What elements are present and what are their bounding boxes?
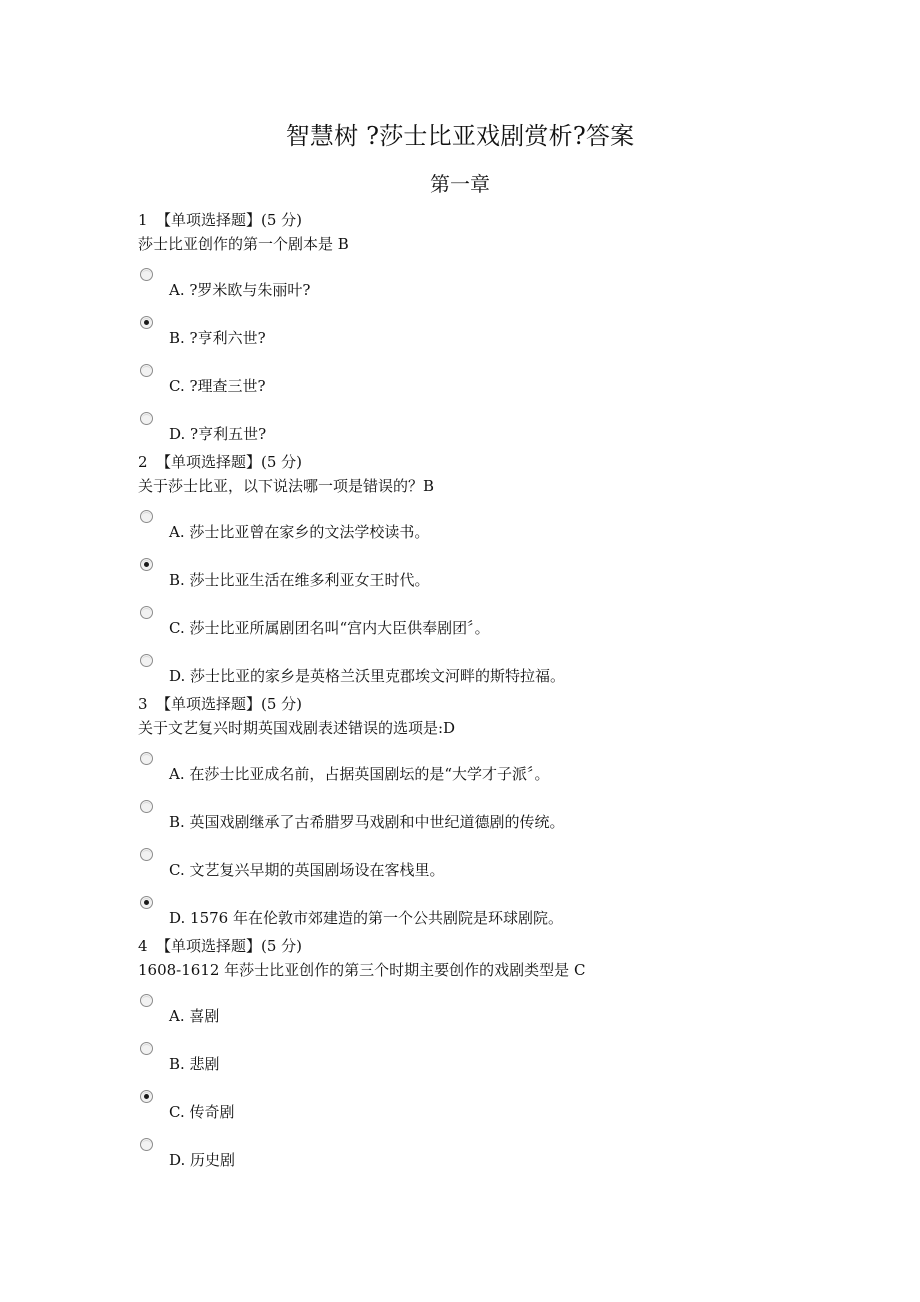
answer-option[interactable] — [138, 306, 858, 354]
answer-option[interactable] — [138, 402, 858, 450]
radio-checked-icon[interactable] — [140, 1090, 153, 1103]
option-label: D. ?亨利五世? — [169, 425, 267, 443]
option-label: B. 悲剧 — [169, 1055, 220, 1073]
radio-checked-icon[interactable] — [140, 316, 153, 329]
option-label: C. 莎士比亚所属剧团名叫“宫内大臣供奉剧团〞。 — [169, 619, 490, 637]
answer-option[interactable] — [138, 596, 858, 644]
option-label: C. ?理查三世? — [169, 377, 266, 395]
answer-option[interactable] — [138, 548, 858, 596]
option-label: B. ?亨利六世? — [169, 329, 266, 347]
radio-unchecked-icon[interactable] — [140, 752, 153, 765]
option-label: B. 莎士比亚生活在维多利亚女王时代。 — [169, 571, 430, 589]
option-label: B. 英国戏剧继承了古希腊罗马戏剧和中世纪道德剧的传统。 — [169, 813, 565, 831]
answer-option[interactable] — [138, 886, 858, 934]
chapter-title: 第一章 — [430, 172, 490, 196]
radio-unchecked-icon[interactable] — [140, 800, 153, 813]
radio-unchecked-icon[interactable] — [140, 1042, 153, 1055]
radio-unchecked-icon[interactable] — [140, 848, 153, 861]
question-number: 4 — [138, 937, 148, 955]
answer-option[interactable] — [138, 1128, 858, 1176]
answer-option[interactable] — [138, 1080, 858, 1128]
question-text: 关于莎士比亚，以下说法哪一项是错误的？B — [138, 477, 435, 495]
question-2 — [138, 450, 858, 692]
option-label: A. 在莎士比亚成名前，占据英国剧坛的是“大学才子派〞。 — [169, 765, 550, 783]
question-list — [138, 208, 858, 1176]
question-number: 3 — [138, 695, 148, 713]
question-header — [138, 692, 858, 716]
question-number: 1 — [138, 211, 148, 229]
answer-option[interactable] — [138, 500, 858, 548]
question-type: 【单项选择题】(5 分) — [156, 453, 303, 471]
radio-unchecked-icon[interactable] — [140, 1138, 153, 1151]
option-label: A. 莎士比亚曾在家乡的文法学校读书。 — [169, 523, 430, 541]
option-list — [138, 500, 858, 692]
radio-unchecked-icon[interactable] — [140, 994, 153, 1007]
question-header — [138, 934, 858, 958]
question-1 — [138, 208, 858, 450]
option-label: D. 1576 年在伦敦市郊建造的第一个公共剧院是环球剧院。 — [169, 909, 563, 927]
radio-unchecked-icon[interactable] — [140, 268, 153, 281]
option-label: A. 喜剧 — [169, 1007, 220, 1025]
answer-option[interactable] — [138, 790, 858, 838]
question-text: 莎士比亚创作的第一个剧本是 B — [138, 235, 349, 253]
radio-checked-icon[interactable] — [140, 896, 153, 909]
radio-unchecked-icon[interactable] — [140, 606, 153, 619]
option-list — [138, 742, 858, 934]
answer-option[interactable] — [138, 838, 858, 886]
question-4 — [138, 934, 858, 1176]
question-text: 1608-1612 年莎士比亚创作的第三个时期主要创作的戏剧类型是 C — [138, 961, 586, 979]
answer-option[interactable] — [138, 354, 858, 402]
option-label: D. 历史剧 — [169, 1151, 236, 1169]
answer-option[interactable] — [138, 644, 858, 692]
answer-option[interactable] — [138, 742, 858, 790]
answer-option[interactable] — [138, 984, 858, 1032]
question-type: 【单项选择题】(5 分) — [156, 937, 303, 955]
option-list — [138, 984, 858, 1176]
question-number: 2 — [138, 453, 148, 471]
question-header — [138, 450, 858, 474]
radio-unchecked-icon[interactable] — [140, 364, 153, 377]
radio-unchecked-icon[interactable] — [140, 510, 153, 523]
question-type: 【单项选择题】(5 分) — [156, 211, 303, 229]
question-text: 关于文艺复兴时期英国戏剧表述错误的选项是:D — [138, 719, 456, 737]
radio-unchecked-icon[interactable] — [140, 654, 153, 667]
option-label: C. 传奇剧 — [169, 1103, 235, 1121]
option-label: C. 文艺复兴早期的英国剧场设在客栈里。 — [169, 861, 445, 879]
answer-option[interactable] — [138, 1032, 858, 1080]
option-label: A. ?罗米欧与朱丽叶? — [169, 281, 311, 299]
document-title: 智慧树 ?莎士比亚戏剧赏析?答案 — [285, 122, 635, 150]
answer-option[interactable] — [138, 258, 858, 306]
question-type: 【单项选择题】(5 分) — [156, 695, 303, 713]
radio-checked-icon[interactable] — [140, 558, 153, 571]
option-list — [138, 258, 858, 450]
question-3 — [138, 692, 858, 934]
option-label: D. 莎士比亚的家乡是英格兰沃里克郡埃文河畔的斯特拉福。 — [169, 667, 566, 685]
question-header — [138, 208, 858, 232]
radio-unchecked-icon[interactable] — [140, 412, 153, 425]
